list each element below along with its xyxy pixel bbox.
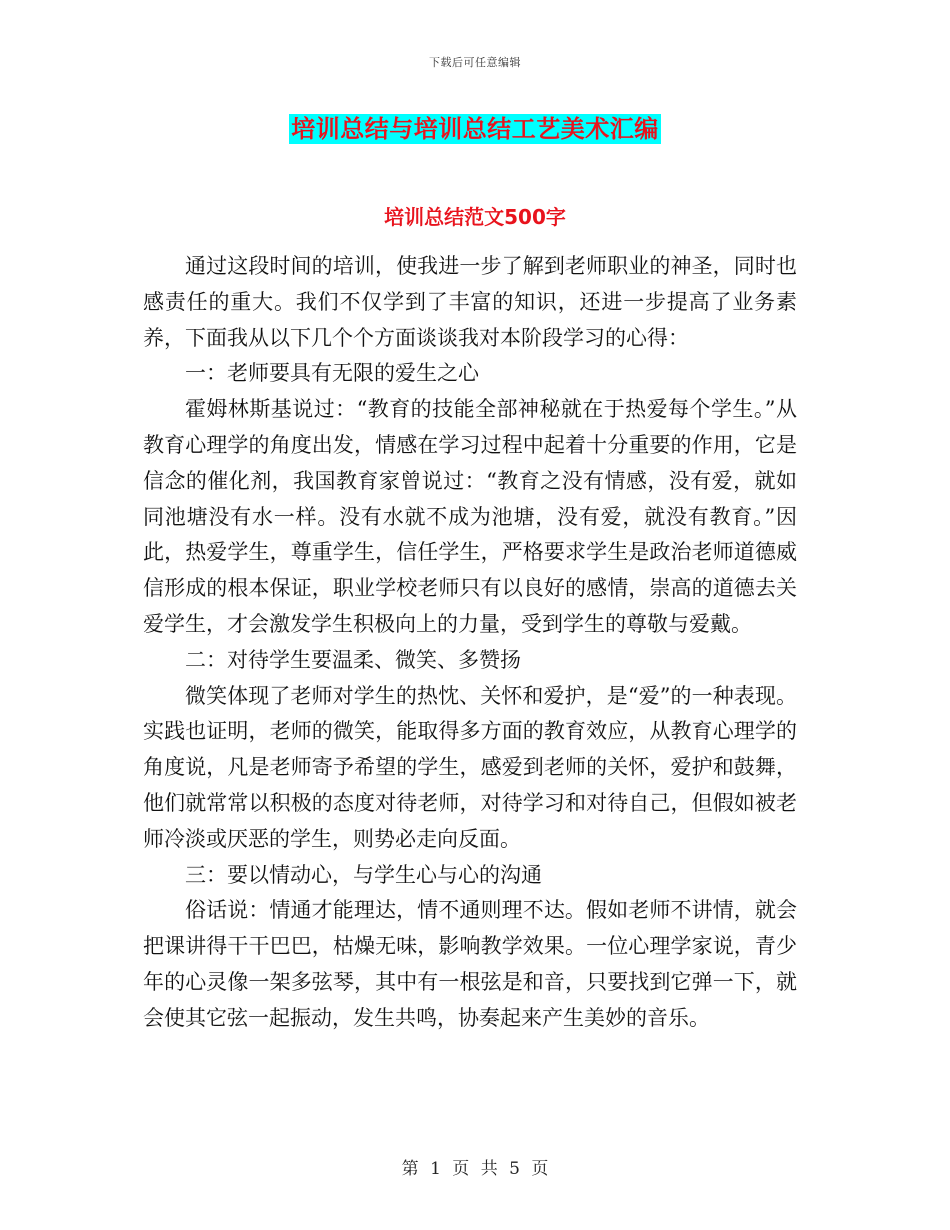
paragraph-point-one: 霍姆林斯基说过：“教育的技能全部神秘就在于热爱每个学生。”从教育心理学的角度出发，情感在学习过程中起着十分重要的作用，它是信念的催化剂，我国教育家曾说过：“教育之没有情感，没有爱，就如同池塘没有水一样。没有水就不成为池塘，没有爱，就没有教育。”因此，热爱学生，尊重学生，信任学生，严格要求学生是政治老师道德威信形成的根本保证，职业学校老师只有以良好的感情，崇高的道德去关爱学生，才会激发学生积极向上的力量，受到学生的尊敬与爱戴。 <box>143 397 797 636</box>
paragraph-intro: 通过这段时间的培训，使我进一步了解到老师职业的神圣，同时也感责任的重大。我们不仅学到了丰富的知识，还进一步提高了业务素养，下面我从以下几个个方面谈谈我对本阶段学习的心得： <box>143 254 797 350</box>
section-title: 培训总结范文500字 <box>384 205 566 229</box>
header-note: 下载后可任意编辑 <box>429 56 521 69</box>
paragraph-point-three: 俗话说：情通才能理达，情不通则理不达。假如老师不讲情，就会把课讲得干干巴巴，枯燥无味，影响教学效果。一位心理学家说，青少年的心灵像一架多弦琴，其中有一根弦是和音，只要找到它弹一下，就会使其它弦一起振动，发生共鸣，协奏起来产生美妙的音乐。 <box>143 898 797 1030</box>
document-body <box>143 249 797 1037</box>
heading-point-one: 一：老师要具有无限的爱生之心 <box>185 361 479 386</box>
page-number-footer: 第 1 页 共 5 页 <box>401 1159 549 1179</box>
document-title: 培训总结与培训总结工艺美术汇编 <box>291 115 659 143</box>
heading-point-three: 三：要以情动心，与学生心与心的沟通 <box>185 862 542 887</box>
heading-point-two: 二：对待学生要温柔、微笑、多赞扬 <box>185 647 521 672</box>
document-title-container <box>0 114 950 144</box>
paragraph-point-two: 微笑体现了老师对学生的热忱、关怀和爱护，是“爱”的一种表现。实践也证明，老师的微笑，能取得多方面的教育效应，从教育心理学的角度说，凡是老师寄予希望的学生，感爱到老师的关怀，爱护和鼓舞，他们就常常以积极的态度对待老师，对待学习和对待自己，但假如被老师冷淡或厌恶的学生，则势必走向反面。 <box>143 683 797 851</box>
